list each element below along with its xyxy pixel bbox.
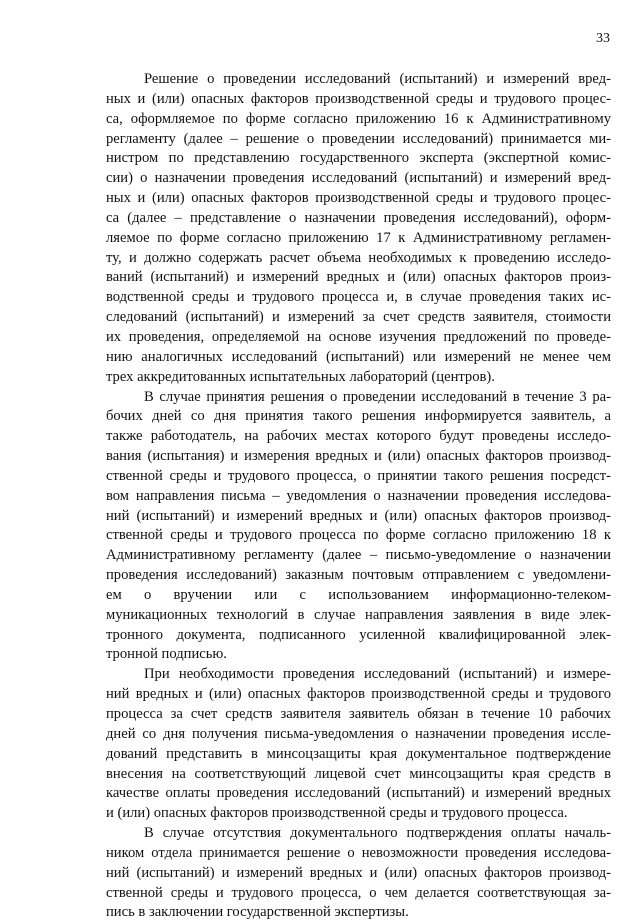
text-line: са, оформляемое по форме согласно приложению 16 к Административному [106, 110, 611, 127]
text-line: водственной среды и трудового процесса и, в случае проведения таких ис- [106, 289, 611, 306]
text-line: регламенту (далее – решение о проведении исследований) принимается ми- [106, 130, 611, 147]
text-line: ных и (или) опасных факторов производственной среды и трудового процес- [106, 90, 611, 107]
text-line: также работодатель, на рабочих местах которого будут проведены исследо- [106, 428, 611, 445]
text-line: ту, и должно содержать расчет объема необходимых к проведению исследо- [106, 249, 611, 266]
text-line: Административному регламенту (далее – письмо-уведомление о назначении [106, 547, 611, 564]
text-line: вания (испытания) и измерения вредных и (или) опасных факторов производ- [106, 448, 611, 465]
text-line: внесения на соответствующий лицевой счет минсоцзащиты края средств в [106, 765, 611, 782]
page-number: 33 [596, 31, 610, 46]
text-line: При необходимости проведения исследований (испытаний) и измере- [144, 666, 611, 683]
text-line: В случае принятия решения о проведении исследований в течение 3 ра- [144, 388, 611, 405]
text-line: ных и (или) опасных факторов производственной среды и трудового процес- [106, 190, 611, 207]
text-line: трех аккредитованных испытательных лабораторий (центров). [106, 368, 495, 385]
text-line: и (или) опасных факторов производственной среды и трудового процесса. [106, 805, 568, 822]
paragraph [106, 388, 611, 666]
text-line: ственной среды и трудового процесса, о чем делается соответствующая за- [106, 884, 611, 901]
text-line: пись в заключении государственной экспертизы. [106, 904, 409, 921]
text-line: ственной среды и трудового процесса, о принятии такого решения посредст- [106, 467, 611, 484]
text-line: качестве оплаты проведения исследований (испытаний) и измерений вредных [106, 785, 611, 802]
text-line: са (далее – представление о назначении проведения исследований), оформ- [106, 209, 611, 226]
text-line: следований (испытаний) и измерений за счет средств заявителя, стоимости [106, 309, 611, 326]
text-line: тронного документа, подписанного усиленной квалифицированной элек- [106, 626, 611, 643]
text-line: тронной подписью. [106, 646, 227, 663]
text-line: ем о вручении или с использованием информационно-телеком- [106, 586, 611, 603]
text-line: В случае отсутствия документального подтверждения оплаты началь- [144, 825, 611, 842]
text-line: проведения исследований) заказным почтовым отправлением с уведомлени- [106, 567, 611, 584]
paragraph [106, 824, 611, 923]
text-line: дней со дня получения письма-уведомления о назначении проведения иссле- [106, 725, 611, 742]
text-line: ником отдела принимается решение о невозможности проведения исследова- [106, 844, 611, 861]
text-line: дований представить в минсоцзащиты края документальное подтверждение [106, 745, 611, 762]
text-line: муникационных технологий в случае направления заявления в виде элек- [106, 606, 611, 623]
paragraph [106, 70, 611, 388]
text-line: ний (испытаний) и измерений вредных и (или) опасных факторов производ- [106, 864, 611, 881]
text-line: ний вредных и (или) опасных факторов производственной среды и трудового [106, 686, 611, 703]
text-line: нистром по представлению государственного эксперта (экспертной комис- [106, 150, 611, 167]
text-line: ственной среды и трудового процесса по форме согласно приложению 18 к [106, 527, 611, 544]
text-line: вом направления письма – уведомления о назначении проведения исследова- [106, 487, 611, 504]
text-line: их проведения, определяемой на основе изучения предложений по проведе- [106, 328, 611, 345]
text-line: ляемое по форме согласно приложению 17 к Административному регламен- [106, 229, 611, 246]
text-line: нию аналогичных исследований (испытаний) или измерений не менее чем [106, 348, 611, 365]
text-line: ваний (испытаний) и измерений вредных и (или) опасных факторов произ- [106, 269, 611, 286]
paragraph [106, 665, 611, 824]
text-line: сии) о назначении проведения исследований (испытаний) и измерений вред- [106, 170, 611, 187]
text-line: ний (испытаний) и измерений вредных и (или) опасных факторов производ- [106, 507, 611, 524]
text-line: процесса за счет средств заявителя заявитель обязан в течение 10 рабочих [106, 706, 611, 722]
text-line: Решение о проведении исследований (испытаний) и измерений вред- [144, 71, 611, 87]
body-text [106, 70, 611, 923]
text-line: бочих дней со дня принятия такого решения информируется заявитель, а [106, 408, 611, 425]
